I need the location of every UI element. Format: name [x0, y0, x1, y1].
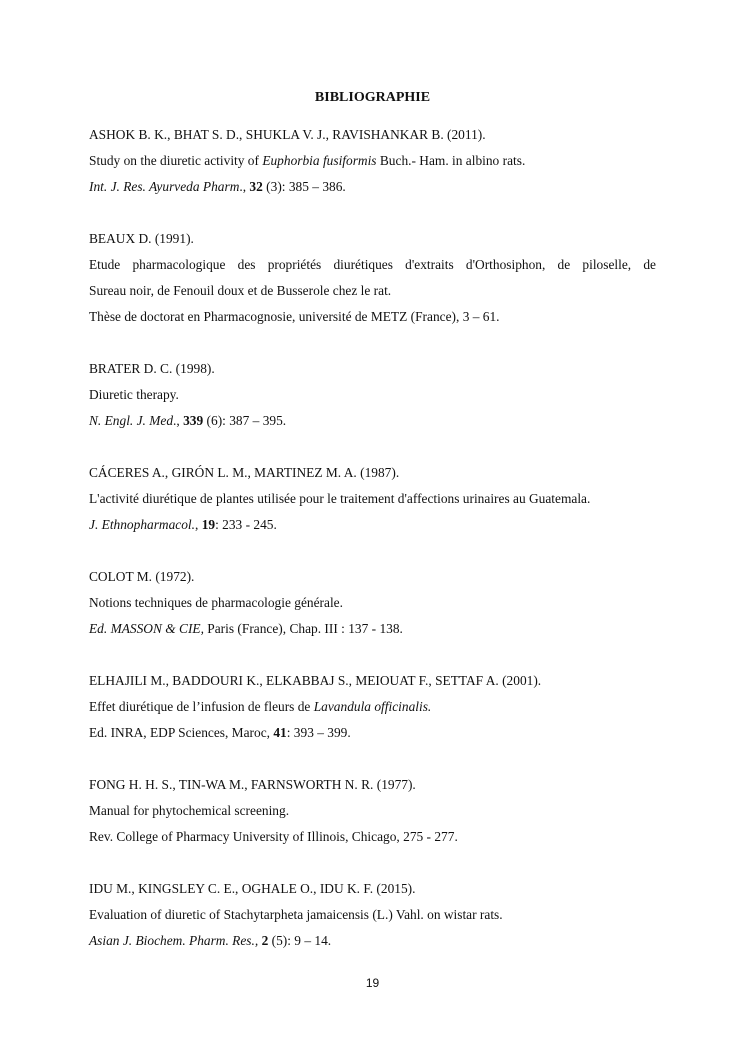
reference-title: Diuretic therapy.	[89, 387, 179, 402]
reference-authors: FONG H. H. S., TIN-WA M., FARNSWORTH N. R. (1977).	[89, 777, 416, 792]
reference-source: Asian J. Biochem. Pharm. Res., 2 (5): 9 – 14.	[89, 933, 332, 948]
page-number: 19	[365, 976, 380, 990]
reference-title: Manual for phytochemical screening.	[89, 803, 290, 818]
reference-source: N. Engl. J. Med., 339 (6): 387 – 395.	[89, 413, 287, 428]
reference-source: Rev. College of Pharmacy University of Illinois, Chicago, 275 - 277.	[89, 829, 458, 844]
reference-authors: BRATER D. C. (1998).	[89, 361, 215, 376]
reference-source: Thèse de doctorat en Pharmacognosie, université de METZ (France), 3 – 61.	[89, 309, 500, 324]
reference-entry-fong	[89, 772, 656, 850]
reference-entry-caceres	[89, 460, 656, 538]
reference-title-line-2: Sureau noir, de Fenouil doux et de Busserole chez le rat.	[89, 283, 392, 298]
page-title: BIBLIOGRAPHIE	[314, 90, 431, 105]
reference-source: Int. J. Res. Ayurveda Pharm., 32 (3): 385 – 386.	[89, 179, 346, 194]
reference-source: Ed. INRA, EDP Sciences, Maroc, 41: 393 – 399.	[89, 725, 351, 740]
reference-authors: ASHOK B. K., BHAT S. D., SHUKLA V. J., RAVISHANKAR B. (2011).	[89, 127, 486, 142]
reference-title: Evaluation of diuretic of Stachytarpheta jamaicensis (L.) Vahl. on wistar rats.	[89, 907, 503, 922]
reference-title: Study on the diuretic activity of Euphorbia fusiformis Buch.- Ham. in albino rats.	[89, 153, 526, 168]
reference-title-line-1: Etude pharmacologique des propriétés diurétiques d'extraits d'Orthosiphon, de piloselle, de	[89, 257, 656, 272]
reference-entry-ashok	[89, 122, 656, 200]
reference-list	[89, 122, 656, 980]
reference-source: Ed. MASSON & CIE, Paris (France), Chap. III : 137 - 138.	[89, 621, 403, 636]
reference-entry-idu	[89, 876, 656, 954]
reference-authors: BEAUX D. (1991).	[89, 231, 194, 246]
reference-entry-colot	[89, 564, 656, 642]
reference-entry-brater	[89, 356, 656, 434]
reference-authors: CÁCERES A., GIRÓN L. M., MARTINEZ M. A. (1987).	[89, 465, 400, 480]
reference-title: Notions techniques de pharmacologie générale.	[89, 595, 343, 610]
reference-entry-elhajili	[89, 668, 656, 746]
reference-title: Effet diurétique de l’infusion de fleurs de Lavandula officinalis.	[89, 699, 432, 714]
reference-authors: ELHAJILI M., BADDOURI K., ELKABBAJ S., MEIOUAT F., SETTAF A. (2001).	[89, 673, 542, 688]
reference-title: L'activité diurétique de plantes utilisée pour le traitement d'affections urinaires au Guatemala.	[89, 491, 591, 506]
reference-authors: IDU M., KINGSLEY C. E., OGHALE O., IDU K. F. (2015).	[89, 881, 416, 896]
reference-source: J. Ethnopharmacol., 19: 233 - 245.	[89, 517, 277, 532]
reference-entry-beaux	[89, 226, 656, 330]
reference-authors: COLOT M. (1972).	[89, 569, 195, 584]
